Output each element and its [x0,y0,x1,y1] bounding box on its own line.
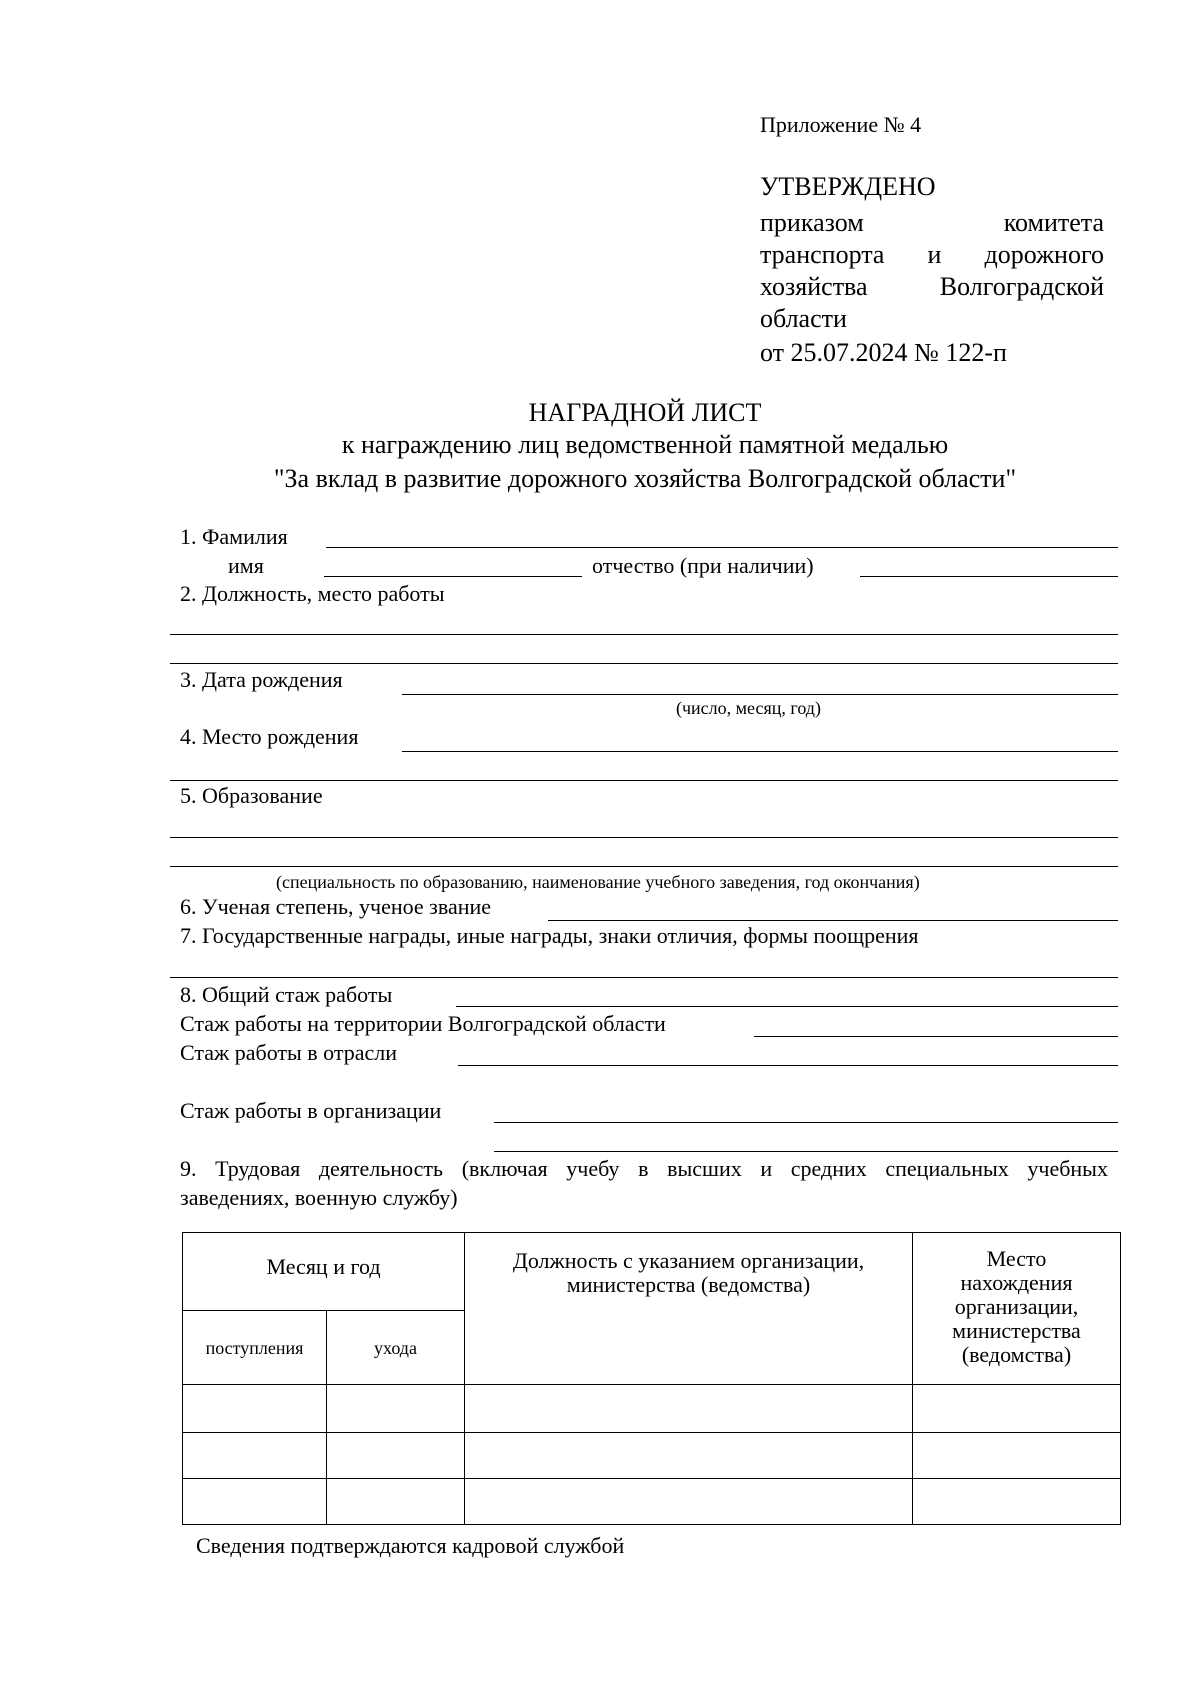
birth-date-hint: (число, месяц, год) [676,698,821,718]
education-hint: (специальность по образованию, наименование учебного заведения, год окончания) [276,872,920,892]
surname-label: 1. Фамилия [180,524,288,549]
degree-label: 6. Ученая степень, ученое звание [180,894,492,919]
approval-word: дорожного [984,240,1104,269]
document-subtitle-2: "За вклад в развитие дорожного хозяйства Волгоградской области" [273,464,1017,493]
degree-field[interactable] [548,920,1118,921]
table-header-row [183,1233,1121,1311]
education-field-line-1[interactable] [170,837,1118,838]
header-location-line: (ведомства) [961,1342,1072,1367]
birth-place-label: 4. Место рождения [180,724,359,749]
cell-end[interactable] [327,1479,465,1525]
approval-word: хозяйства [760,272,868,301]
approval-word: приказом [760,208,864,237]
appendix-number: Приложение № 4 [760,112,922,137]
labor-activity-label-line-2: заведениях, военную службу) [180,1185,458,1210]
education-field-line-2[interactable] [170,866,1118,867]
position-field-line-2[interactable] [170,663,1118,664]
patronymic-label: отчество (при наличии) [592,553,814,578]
document-subtitle-1: к награждению лиц ведомственной памятной медалью [341,430,949,459]
awards-field[interactable] [170,977,1118,978]
labor-word: в [638,1156,649,1181]
header-location-line: Место [986,1246,1047,1271]
hr-confirmation-note: Сведения подтверждаются кадровой службой [196,1533,625,1558]
cell-start[interactable] [183,1385,327,1433]
name-label: имя [228,553,264,578]
header-location-line: организации, [954,1294,1079,1319]
approval-word: и [927,240,942,269]
organization-experience-label: Стаж работы в организации [180,1098,442,1123]
labor-word: деятельность [318,1156,444,1181]
region-experience-field[interactable] [754,1036,1118,1037]
approval-word: транспорта [760,240,885,269]
cell-location[interactable] [913,1433,1121,1479]
position-label: 2. Должность, место работы [180,581,445,606]
cell-end[interactable] [327,1433,465,1479]
header-location-line: министерства [952,1318,1081,1343]
table-row [183,1479,1121,1525]
approved-heading: УТВЕРЖДЕНО [760,172,936,201]
approval-word: Волгоградской [939,272,1104,301]
cell-position[interactable] [465,1479,913,1525]
cell-start[interactable] [183,1479,327,1525]
birth-date-field[interactable] [402,694,1118,695]
table-row [183,1385,1121,1433]
labor-activity-label-line-1 [180,1156,1108,1182]
document-title: НАГРАДНОЙ ЛИСТ [528,398,762,427]
header-location-line: нахождения [960,1270,1073,1295]
header-position [465,1233,913,1385]
labor-word: специальных [885,1156,1009,1181]
cell-position[interactable] [465,1385,913,1433]
header-position-line: Должность с указанием организации, [512,1248,865,1273]
surname-field[interactable] [326,547,1118,548]
order-number-date: от 25.07.2024 № 122-п [760,338,1007,367]
total-experience-label: 8. Общий стаж работы [180,982,393,1007]
birth-date-label: 3. Дата рождения [180,667,343,692]
approval-line-3 [760,272,1104,302]
education-label: 5. Образование [180,783,323,808]
industry-experience-field[interactable] [458,1065,1118,1066]
birth-place-field-line-1[interactable] [402,751,1118,752]
cell-position[interactable] [465,1433,913,1479]
labor-word: средних [790,1156,867,1181]
labor-word: учебу [566,1156,620,1181]
header-position-line: министерства (ведомства) [566,1272,811,1297]
industry-experience-label: Стаж работы в отрасли [180,1040,398,1065]
birth-place-field-line-2[interactable] [170,780,1118,781]
region-experience-label: Стаж работы на территории Волгоградской области [180,1011,666,1036]
header-location [913,1233,1121,1385]
cell-end[interactable] [327,1385,465,1433]
labor-word: высших [667,1156,742,1181]
approval-word: комитета [1003,208,1104,237]
awards-label: 7. Государственные награды, иные награды, знаки отличия, формы поощрения [180,923,919,948]
labor-word: (включая [461,1156,548,1181]
position-field-line-1[interactable] [170,634,1118,635]
cell-location[interactable] [913,1385,1121,1433]
labor-word: 9. [180,1156,197,1181]
cell-start[interactable] [183,1433,327,1479]
table-row [183,1433,1121,1479]
labor-word: и [760,1156,773,1181]
header-end: ухода [327,1311,465,1385]
header-start: поступления [183,1311,327,1385]
name-field[interactable] [324,576,582,577]
organization-experience-field-line-2[interactable] [494,1151,1118,1152]
approval-line-1 [760,208,1104,238]
labor-activity-table [182,1232,1121,1525]
labor-word: учебных [1027,1156,1108,1181]
header-month-year: Месяц и год [183,1233,465,1311]
labor-word: Трудовая [215,1156,301,1181]
approval-line-4: области [760,304,847,333]
cell-location[interactable] [913,1479,1121,1525]
total-experience-field[interactable] [456,1006,1118,1007]
patronymic-field[interactable] [860,576,1118,577]
organization-experience-field-line-1[interactable] [494,1122,1118,1123]
approval-line-2 [760,240,1104,270]
